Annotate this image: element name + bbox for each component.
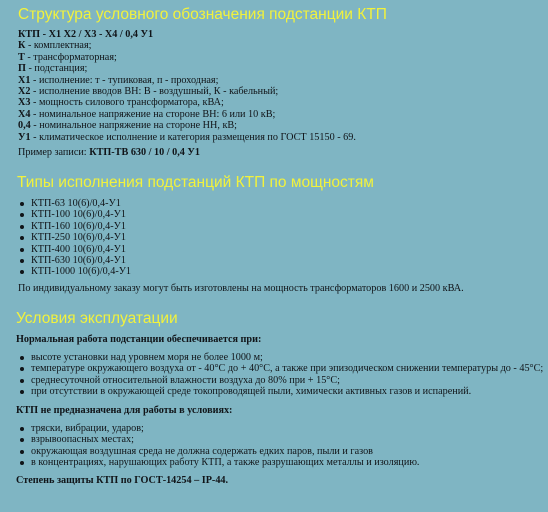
definition-item (18, 132, 356, 143)
definition-text: - климатическое исполнение и категория размещения по ГОСТ 15150 - 69. (30, 131, 356, 143)
restricted-conditions-heading: КТП не предназначена для работы в условиях: (16, 405, 233, 416)
definition-item (18, 75, 356, 86)
definition-text: - подстанция; (25, 63, 88, 75)
list-item: КТП-1000 10(6)/0,4-У1 (18, 266, 131, 277)
definition-text: - трансформаторная; (24, 51, 117, 63)
definition-item (18, 109, 356, 120)
example-record (18, 147, 200, 158)
definition-item (18, 97, 356, 108)
definition-key: К (18, 40, 26, 52)
definition-item (18, 52, 356, 63)
definition-text: - мощность силового трансформатора, кВА; (30, 97, 224, 109)
normal-conditions-list (18, 352, 543, 398)
definition-text: - номинальное напряжение на стороне ВН: 6 или 10 кВ; (30, 108, 276, 120)
definition-key: Х3 (18, 97, 31, 109)
designation-structure (18, 29, 356, 143)
list-item: КТП-63 10(6)/0,4-У1 (18, 198, 131, 209)
definition-text: - номинальное напряжение на стороне НН, кВ; (30, 120, 238, 132)
section-title-structure: Структура условного обозначения подстанции КТП (18, 6, 387, 23)
definition-key: П (18, 63, 26, 75)
section-title-types: Типы исполнения подстанций КТП по мощностям (17, 174, 374, 191)
list-item: КТП-100 10(6)/0,4-У1 (18, 209, 131, 220)
definition-key: Х4 (18, 108, 31, 120)
definition-item (18, 86, 356, 97)
definition-text: - исполнение: т - тупиковая, п - проходная; (30, 74, 219, 86)
designation-code: КТП - Х1 Х2 / Х3 - Х4 / 0,4 У1 (18, 29, 154, 40)
protection-degree: Степень защиты КТП по ГОСТ-14254 – IP-44. (16, 475, 229, 486)
definition-list (18, 40, 356, 143)
list-item: в концентрациях, нарушающих работу КТП, а также разрушающих металлы и изоляцию. (18, 457, 419, 468)
list-item: взрывоопасных местах; (18, 434, 419, 445)
list-item: тряски, вибрации, ударов; (18, 423, 419, 434)
types-list (18, 198, 131, 278)
normal-conditions-heading: Нормальная работа подстанции обеспечивается при: (16, 334, 262, 345)
definition-item (18, 63, 356, 74)
definition-text: - комплектная; (25, 40, 92, 52)
definition-item (18, 120, 356, 131)
list-item: при отсутствии в окружающей среде токопроводящей пыли, химически активных газов и испарений. (18, 386, 543, 397)
list-item: высоте установки над уровнем моря не более 1000 м; (18, 352, 543, 363)
definition-key: Х1 (18, 74, 31, 86)
definition-key: Х2 (18, 86, 31, 98)
example-prefix: Пример записи: (18, 147, 90, 158)
definition-key: 0,4 (18, 120, 31, 132)
list-item: окружающая воздушная среда не должна содержать едких паров, пыли и газов (18, 446, 419, 457)
definition-key: Т (18, 51, 25, 63)
list-item: КТП-630 10(6)/0,4-У1 (18, 255, 131, 266)
example-value: КТП-ТВ 630 / 10 / 0,4 У1 (89, 147, 200, 158)
definition-key: У1 (18, 131, 31, 143)
section-title-conditions: Условия эксплуатации (16, 310, 178, 327)
custom-order-note: По индивидуальному заказу могут быть изготовлены на мощность трансформаторов 1600 и 2500 кВА. (18, 283, 464, 294)
list-item: КТП-250 10(6)/0,4-У1 (18, 232, 131, 243)
definition-text: - исполнение вводов ВН: В - воздушный, К - кабельный; (30, 86, 279, 98)
restricted-conditions-list (18, 423, 419, 469)
list-item: среднесуточной относительной влажности воздуха до 80% при + 15°С; (18, 375, 543, 386)
definition-item (18, 40, 356, 51)
list-item: КТП-160 10(6)/0,4-У1 (18, 221, 131, 232)
list-item: КТП-400 10(6)/0,4-У1 (18, 244, 131, 255)
list-item: температуре окружающего воздуха от - 40°С до + 40°С, а также при эпизодическом снижении температуры до - 45°С; (18, 363, 543, 374)
